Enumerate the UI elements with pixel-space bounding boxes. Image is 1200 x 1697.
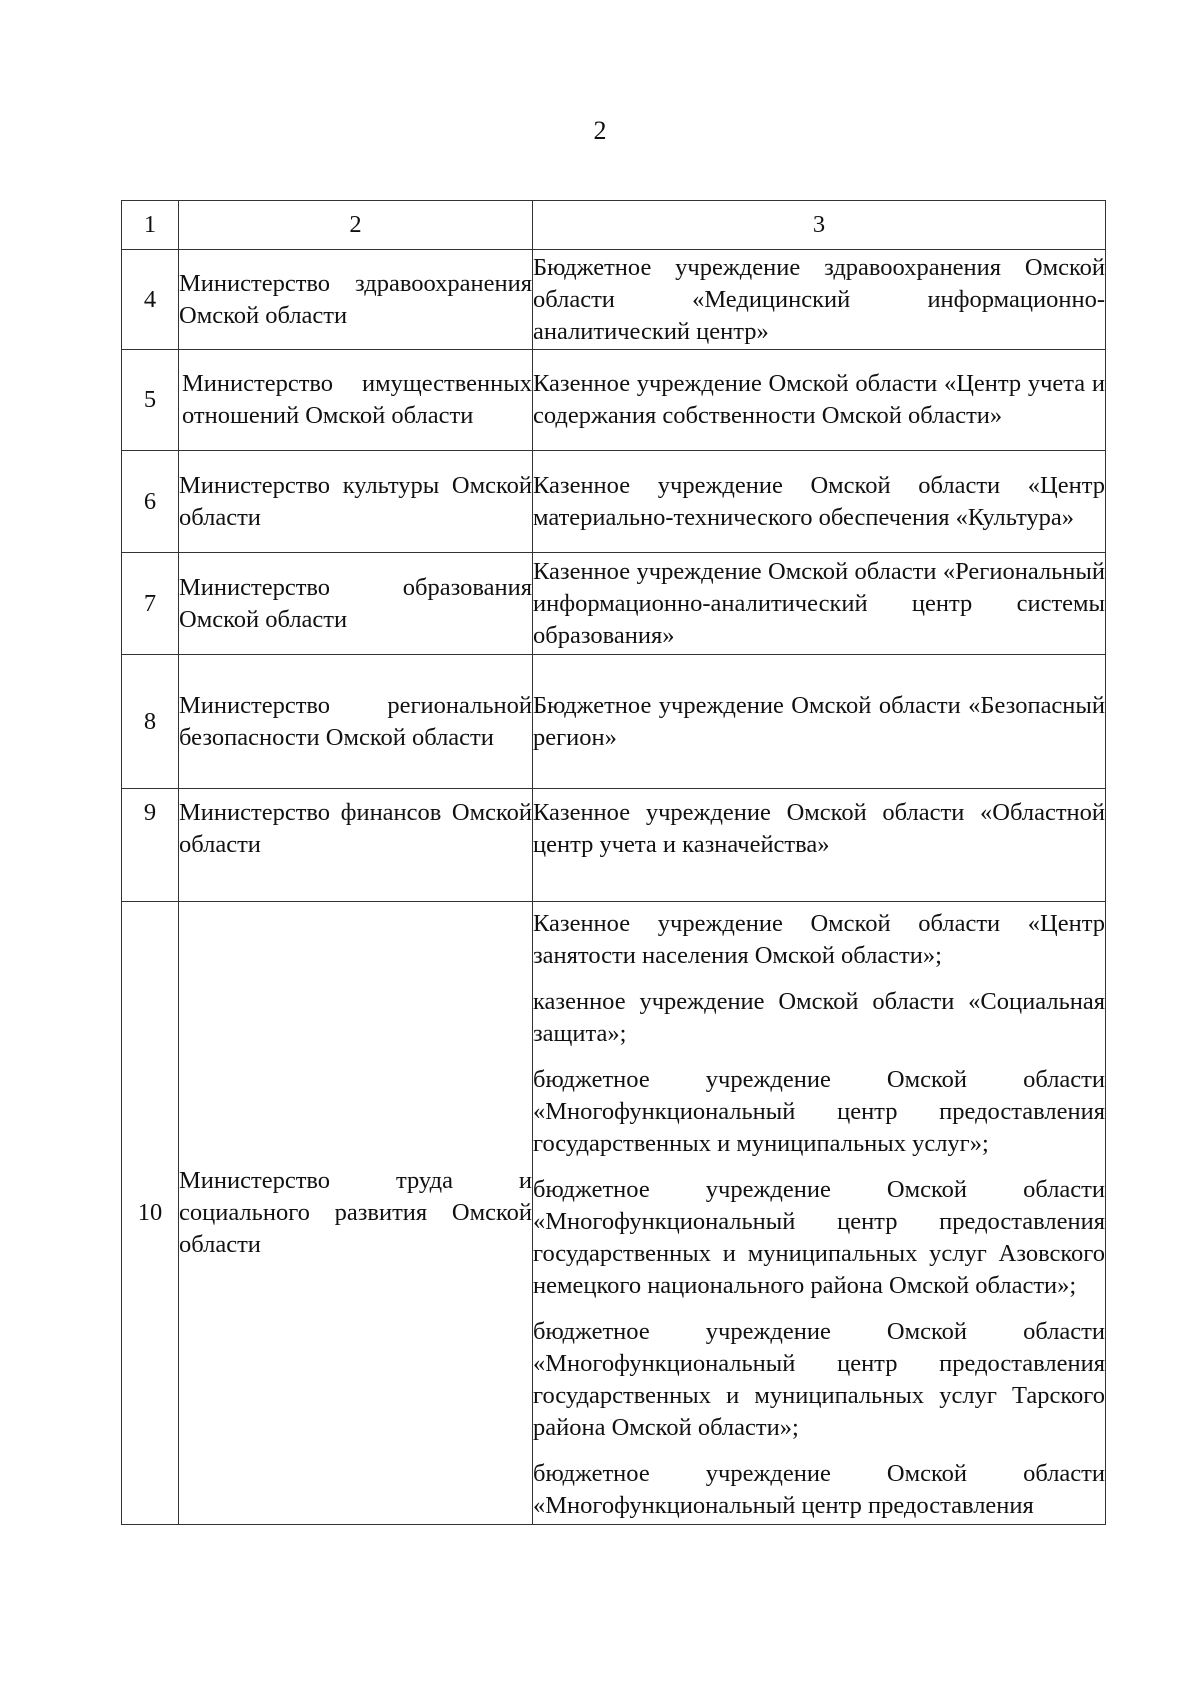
ministry-name: Министерство труда и социального развития Омской области [179,902,533,1525]
institution-name: бюджетное учреждение Омской области «Многофункциональный центр предоставления государственных и муниципальных услуг Азовского немецкого национального района Омской области»; [533,1176,1105,1299]
institution-name: Бюджетное учреждение Омской области «Безопасный регион» [533,655,1106,789]
row-number: 7 [122,553,179,655]
ministry-name: Министерство образования Омской области [179,553,533,655]
institution-name: Казенное учреждение Омской области «Центр занятости населения Омской области»; [533,910,1105,969]
institution-name: бюджетное учреждение Омской области «Многофункциональный центр предоставления государственных и муниципальных услуг»; [533,1066,1105,1157]
table-header-row [122,201,1106,250]
institution-name: бюджетное учреждение Омской области «Многофункциональный центр предоставления государственных и муниципальных услуг Тарского района Омской области»; [533,1318,1105,1441]
row-number: 10 [122,902,179,1525]
header-cell-1: 1 [122,201,179,250]
table-row [122,902,1106,1525]
institution-name: Бюджетное учреждение здравоохранения Омской области «Медицинский информационно-аналитический центр» [533,250,1106,350]
row-number: 5 [122,350,179,451]
institution-name: Казенное учреждение Омской области «Центр учета и содержания собственности Омской области» [533,350,1106,451]
table-row [122,789,1106,902]
institution-name: Казенное учреждение Омской области «Региональный информационно-аналитический центр системы образования» [533,553,1106,655]
ministry-name: Министерство региональной безопасности Омской области [179,655,533,789]
header-cell-2: 2 [179,201,533,250]
row-number: 6 [122,451,179,553]
table-row [122,553,1106,655]
institution-name: бюджетное учреждение Омской области «Многофункциональный центр предоставления [533,1460,1105,1519]
table-row [122,451,1106,553]
institution-name: казенное учреждение Омской области «Социальная защита»; [533,988,1105,1047]
institution-name: Казенное учреждение Омской области «Центр материально-технического обеспечения «Культура» [533,451,1106,553]
page-number: 2 [593,116,607,145]
table-row [122,250,1106,350]
institutions-table [121,200,1106,1525]
table-row [122,655,1106,789]
institution-list [533,902,1106,1525]
row-number: 4 [122,250,179,350]
table-row [122,350,1106,451]
ministry-name: Министерство финансов Омской области [179,789,533,902]
row-number: 8 [122,655,179,789]
header-cell-3: 3 [533,201,1106,250]
institution-name: Казенное учреждение Омской области «Областной центр учета и казначейства» [533,789,1106,902]
ministry-name: Министерство здравоохранения Омской области [179,250,533,350]
row-number: 9 [122,789,179,902]
ministry-name: Министерство культуры Омской области [179,451,533,553]
ministry-name: Министерство имущественных отношений Омской области [179,350,533,451]
